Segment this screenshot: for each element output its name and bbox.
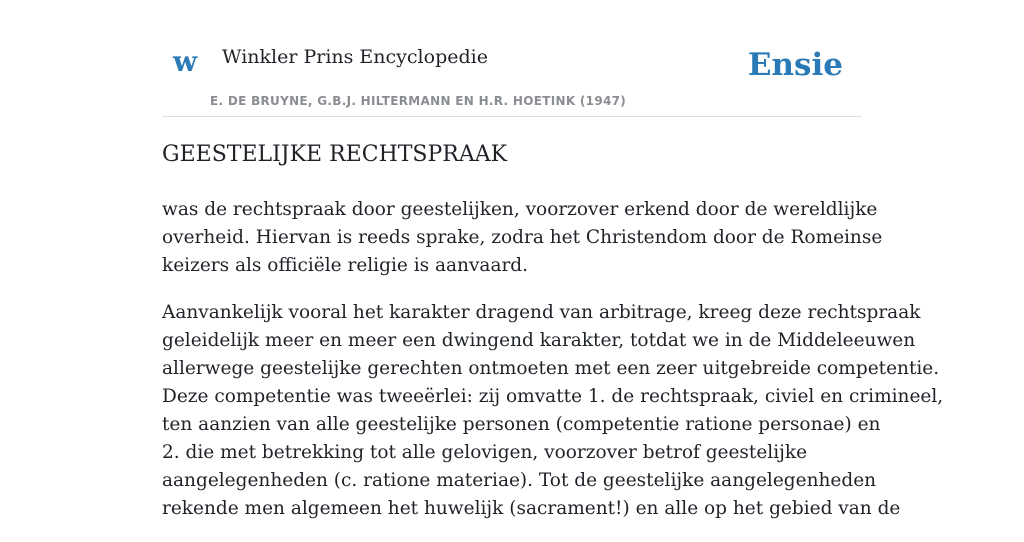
paragraph-line: geleidelijk meer en meer een dwingend karakter, totdat we in de Middeleeuwen (162, 330, 916, 351)
paragraph-line: was de rechtspraak door geestelijken, voorzover erkend door de wereldlijke (162, 199, 878, 220)
article-title: GEESTELIJKE RECHTSPRAAK (162, 142, 508, 167)
paragraph-line: 2. die met betrekking tot alle gelovigen, voorzover betrof geestelijke (162, 442, 808, 463)
paragraph-line: keizers als officiële religie is aanvaard. (162, 255, 529, 276)
paragraph-line: rekende men algemeen het huwelijk (sacrament!) en alle op het gebied van de (162, 498, 901, 519)
paragraph-line: allerwege geestelijke gerechten ontmoeten met een zeer uitgebreide competentie. (162, 358, 940, 379)
site-header (162, 0, 862, 117)
site-title[interactable]: Winkler Prins Encyclopedie (222, 46, 488, 68)
paragraph-line: Deze competentie was tweeërlei: zij omvatte 1. de rechtspraak, civiel en crimineel, (162, 386, 944, 407)
source-authors: E. DE BRUYNE, G.B.J. HILTERMANN EN H.R. HOETINK (1947) (210, 94, 627, 108)
ensie-brand-logo[interactable]: Ensie (747, 47, 843, 83)
article-paragraph (162, 299, 944, 523)
paragraph-line: aangelegenheden (c. ratione materiae). Tot de geestelijke aangelegenheden (162, 470, 877, 491)
article-paragraph (162, 196, 883, 280)
paragraph-line: Aanvankelijk vooral het karakter dragend van arbitrage, kreeg deze rechtspraak (162, 302, 921, 323)
winkler-prins-logo-icon[interactable]: w (173, 45, 198, 78)
paragraph-line: overheid. Hiervan is reeds sprake, zodra het Christendom door de Romeinse (162, 227, 883, 248)
article (162, 138, 944, 542)
paragraph-line: ten aanzien van alle geestelijke personen (competentie ratione personae) en (162, 414, 881, 435)
